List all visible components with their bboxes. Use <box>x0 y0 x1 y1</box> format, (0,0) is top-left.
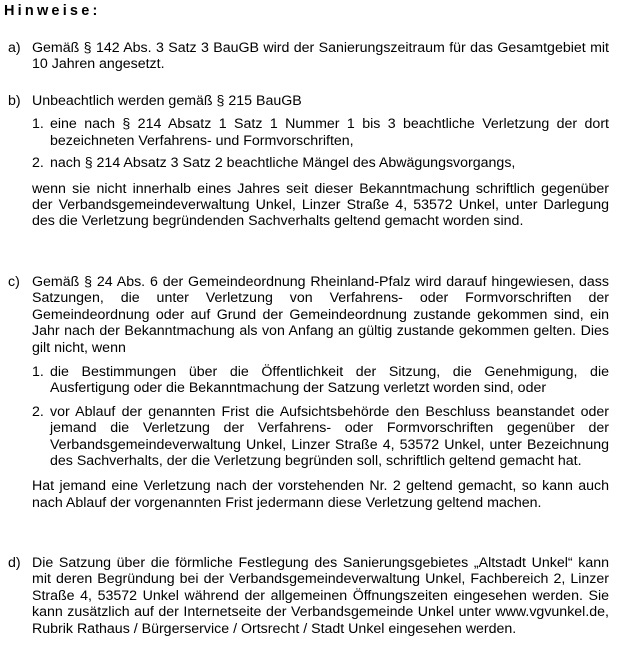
note-b-closing: wenn sie nicht innerhalb eines Jahres seit dieser Bekanntmachung schriftlich gegenüber der Verbandsgemeindeverwaltung Unkel, Linzer Straße 4, 53572 Unkel, unter Darlegung des die Verletzung begründenden Sachverhalts geltend gemacht worden sind. <box>32 180 609 230</box>
note-c-subitem-2-num: 2. <box>32 403 44 420</box>
note-b-subitem-2-num: 2. <box>32 155 44 172</box>
note-item-a <box>8 40 609 73</box>
note-c-subitem-1 <box>32 364 609 397</box>
note-text-b: Unbeachtlich werden gemäß § 215 BauGB <box>32 93 302 109</box>
note-c-subitem-1-num: 1. <box>32 364 44 381</box>
note-marker-b: b) <box>8 93 21 109</box>
heading-hinweise: Hinweise: <box>4 3 101 19</box>
note-c-closing: Hat jemand eine Verletzung nach der vorstehenden Nr. 2 geltend gemacht, so kann auch nach Ablauf der vorgenannten Frist jedermann diese Verletzung geltend machen. <box>32 478 609 511</box>
note-item-d <box>8 555 609 637</box>
note-text-d: Die Satzung über die förmliche Festlegung des Sanierungsgebietes „Altstadt Unkel“ kann mit deren Begründung bei der Verbandsgemeindeverwaltung Unkel, Fachbereich 2, Linzer Straße 4, 53572 Unkel während der allgemeinen Öffnungszeiten eingesehen werden. Sie kann zusätzlich auf der Internetseite der Verbandsgemeinde Unkel unter www.vgvunkel.de, Rubrik Rathaus / Bürgerservice / Ortsrecht / Stadt Unkel eingesehen werden. <box>32 555 609 637</box>
note-item-b <box>8 93 609 230</box>
note-b-subitem-2-text: nach § 214 Absatz 3 Satz 2 beachtliche Mängel des Abwägungsvorgangs, <box>50 155 516 172</box>
note-c-subitem-2-text: vor Ablauf der genannten Frist die Aufsichtsbehörde den Beschluss beanstandet oder jemand die Verletzung der Verfahrens- oder Formvorschriften gegenüber der Verbandsgemeindeverwaltung Unkel, Linzer Straße 4, 53572 Unkel, unter Bezeichnung des Sachverhalts, der die Verletzung begründen soll, schriftlich geltend gemacht hat. <box>50 403 609 470</box>
note-text-c: Gemäß § 24 Abs. 6 der Gemeindeordnung Rheinland-Pfalz wird darauf hingewiesen, dass Satzungen, die unter Verletzung von Verfahrens- oder Formvorschriften der Gemeindeordnung oder auf Grund der Gemeindeordnung zustande gekommen sind, ein Jahr nach der Bekanntmachung als von Anfang an gültig zustande gekommen gelten. Dies gilt nicht, wenn <box>32 274 609 356</box>
note-b-subitem-1 <box>32 116 609 149</box>
note-text-a: Gemäß § 142 Abs. 3 Satz 3 BauGB wird der Sanierungszeitraum für das Gesamtgebiet mit 10 Jahren angesetzt. <box>32 40 609 73</box>
note-marker-d: d) <box>8 555 21 571</box>
note-c-subitem-1-text: die Bestimmungen über die Öffentlichkeit der Sitzung, die Genehmigung, die Ausfertigung oder die Bekanntmachung der Satzung verletzt worden sind, oder <box>50 364 609 397</box>
note-marker-c: c) <box>8 274 20 290</box>
note-b-subitem-2 <box>32 155 609 171</box>
note-b-subitem-1-num: 1. <box>32 116 44 133</box>
note-marker-a: a) <box>8 40 21 56</box>
note-c-subitem-2 <box>32 404 609 470</box>
note-b-subitem-1-text: eine nach § 214 Absatz 1 Satz 1 Nummer 1 bis 3 beachtliche Verletzung der dort bezeichneten Verfahrens- und Formvorschriften, <box>50 116 609 149</box>
note-item-c <box>8 274 609 511</box>
